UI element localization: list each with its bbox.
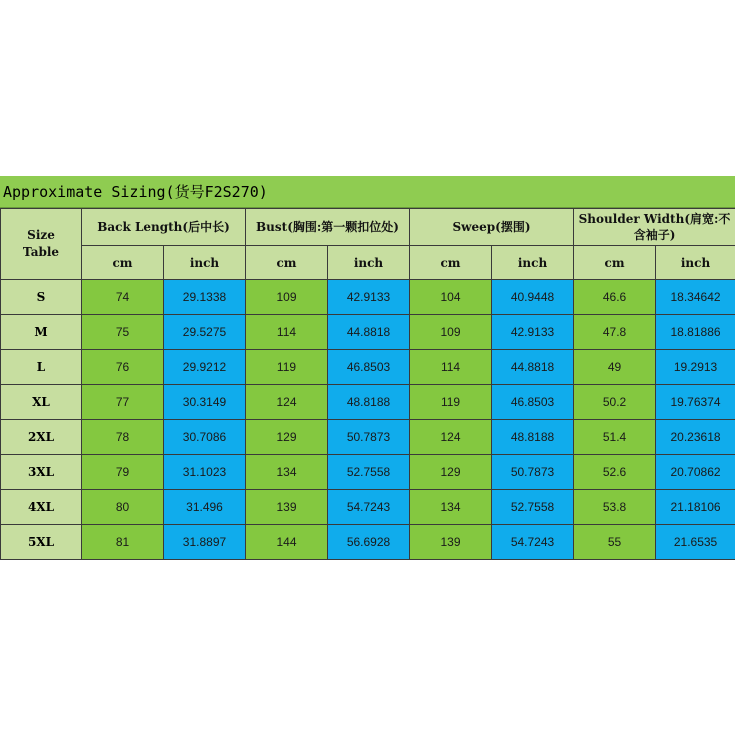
size-label: 2XL xyxy=(1,420,82,455)
cm-value-cell: 134 xyxy=(246,455,328,490)
unit-header-cm: cm xyxy=(410,246,492,280)
group-header-row xyxy=(1,209,735,246)
table-row xyxy=(1,385,735,420)
inch-value-cell: 19.76374 xyxy=(656,385,735,420)
inch-value-cell: 46.8503 xyxy=(492,385,574,420)
cm-value-cell: 124 xyxy=(410,420,492,455)
cm-value-cell: 129 xyxy=(246,420,328,455)
unit-header-inch: inch xyxy=(492,246,574,280)
cm-value-cell: 114 xyxy=(246,315,328,350)
size-label: XL xyxy=(1,385,82,420)
inch-value-cell: 18.34642 xyxy=(656,280,735,315)
inch-value-cell: 44.8818 xyxy=(492,350,574,385)
unit-header-row xyxy=(1,246,735,280)
table-row xyxy=(1,420,735,455)
inch-value-cell: 42.9133 xyxy=(328,280,410,315)
inch-value-cell: 20.23618 xyxy=(656,420,735,455)
group-shoulder-width: Shoulder Width(肩宽:不含袖子) xyxy=(574,209,735,246)
inch-value-cell: 30.7086 xyxy=(164,420,246,455)
cm-value-cell: 75 xyxy=(82,315,164,350)
size-rows xyxy=(1,280,735,560)
unit-header-cm: cm xyxy=(574,246,656,280)
unit-header-cm: cm xyxy=(82,246,164,280)
size-table xyxy=(0,208,735,560)
inch-value-cell: 50.7873 xyxy=(492,455,574,490)
inch-value-cell: 31.8897 xyxy=(164,525,246,560)
cm-value-cell: 144 xyxy=(246,525,328,560)
cm-value-cell: 139 xyxy=(246,490,328,525)
cm-value-cell: 104 xyxy=(410,280,492,315)
cm-value-cell: 51.4 xyxy=(574,420,656,455)
inch-value-cell: 52.7558 xyxy=(328,455,410,490)
group-back-length: Back Length(后中长) xyxy=(82,209,246,246)
inch-value-cell: 54.7243 xyxy=(492,525,574,560)
table-row xyxy=(1,280,735,315)
inch-value-cell: 21.18106 xyxy=(656,490,735,525)
cm-value-cell: 76 xyxy=(82,350,164,385)
table-row xyxy=(1,490,735,525)
inch-value-cell: 46.8503 xyxy=(328,350,410,385)
cm-value-cell: 79 xyxy=(82,455,164,490)
inch-value-cell: 19.2913 xyxy=(656,350,735,385)
size-chart xyxy=(0,176,735,558)
inch-value-cell: 31.496 xyxy=(164,490,246,525)
inch-value-cell: 18.81886 xyxy=(656,315,735,350)
cm-value-cell: 78 xyxy=(82,420,164,455)
inch-value-cell: 20.70862 xyxy=(656,455,735,490)
size-label: 4XL xyxy=(1,490,82,525)
inch-value-cell: 52.7558 xyxy=(492,490,574,525)
unit-header-inch: inch xyxy=(328,246,410,280)
chart-title: Approximate Sizing(货号F2S270) xyxy=(0,176,735,208)
inch-value-cell: 29.1338 xyxy=(164,280,246,315)
cm-value-cell: 46.6 xyxy=(574,280,656,315)
cm-value-cell: 49 xyxy=(574,350,656,385)
inch-value-cell: 44.8818 xyxy=(328,315,410,350)
cm-value-cell: 53.8 xyxy=(574,490,656,525)
inch-value-cell: 40.9448 xyxy=(492,280,574,315)
cm-value-cell: 119 xyxy=(410,385,492,420)
inch-value-cell: 29.9212 xyxy=(164,350,246,385)
cm-value-cell: 119 xyxy=(246,350,328,385)
size-label: 3XL xyxy=(1,455,82,490)
inch-value-cell: 31.1023 xyxy=(164,455,246,490)
size-header-line-2: Table xyxy=(22,245,60,259)
inch-value-cell: 42.9133 xyxy=(492,315,574,350)
unit-header-cm: cm xyxy=(246,246,328,280)
size-table-header xyxy=(1,209,82,280)
cm-value-cell: 109 xyxy=(246,280,328,315)
inch-value-cell: 30.3149 xyxy=(164,385,246,420)
inch-value-cell: 21.6535 xyxy=(656,525,735,560)
cm-value-cell: 139 xyxy=(410,525,492,560)
inch-value-cell: 54.7243 xyxy=(328,490,410,525)
group-sweep: Sweep(摆围) xyxy=(410,209,574,246)
size-label: M xyxy=(1,315,82,350)
unit-header-inch: inch xyxy=(656,246,735,280)
table-row xyxy=(1,455,735,490)
cm-value-cell: 74 xyxy=(82,280,164,315)
table-row xyxy=(1,350,735,385)
cm-value-cell: 47.8 xyxy=(574,315,656,350)
cm-value-cell: 77 xyxy=(82,385,164,420)
cm-value-cell: 52.6 xyxy=(574,455,656,490)
size-label: S xyxy=(1,280,82,315)
cm-value-cell: 124 xyxy=(246,385,328,420)
cm-value-cell: 114 xyxy=(410,350,492,385)
cm-value-cell: 129 xyxy=(410,455,492,490)
group-bust: Bust(胸围:第一颗扣位处) xyxy=(246,209,410,246)
table-row xyxy=(1,315,735,350)
unit-header-inch: inch xyxy=(164,246,246,280)
inch-value-cell: 50.7873 xyxy=(328,420,410,455)
inch-value-cell: 48.8188 xyxy=(328,385,410,420)
cm-value-cell: 50.2 xyxy=(574,385,656,420)
cm-value-cell: 55 xyxy=(574,525,656,560)
cm-value-cell: 80 xyxy=(82,490,164,525)
inch-value-cell: 56.6928 xyxy=(328,525,410,560)
inch-value-cell: 29.5275 xyxy=(164,315,246,350)
cm-value-cell: 81 xyxy=(82,525,164,560)
size-label: 5XL xyxy=(1,525,82,560)
table-row xyxy=(1,525,735,560)
cm-value-cell: 134 xyxy=(410,490,492,525)
inch-value-cell: 48.8188 xyxy=(492,420,574,455)
size-header-line-1: Size xyxy=(27,228,55,242)
cm-value-cell: 109 xyxy=(410,315,492,350)
size-label: L xyxy=(1,350,82,385)
